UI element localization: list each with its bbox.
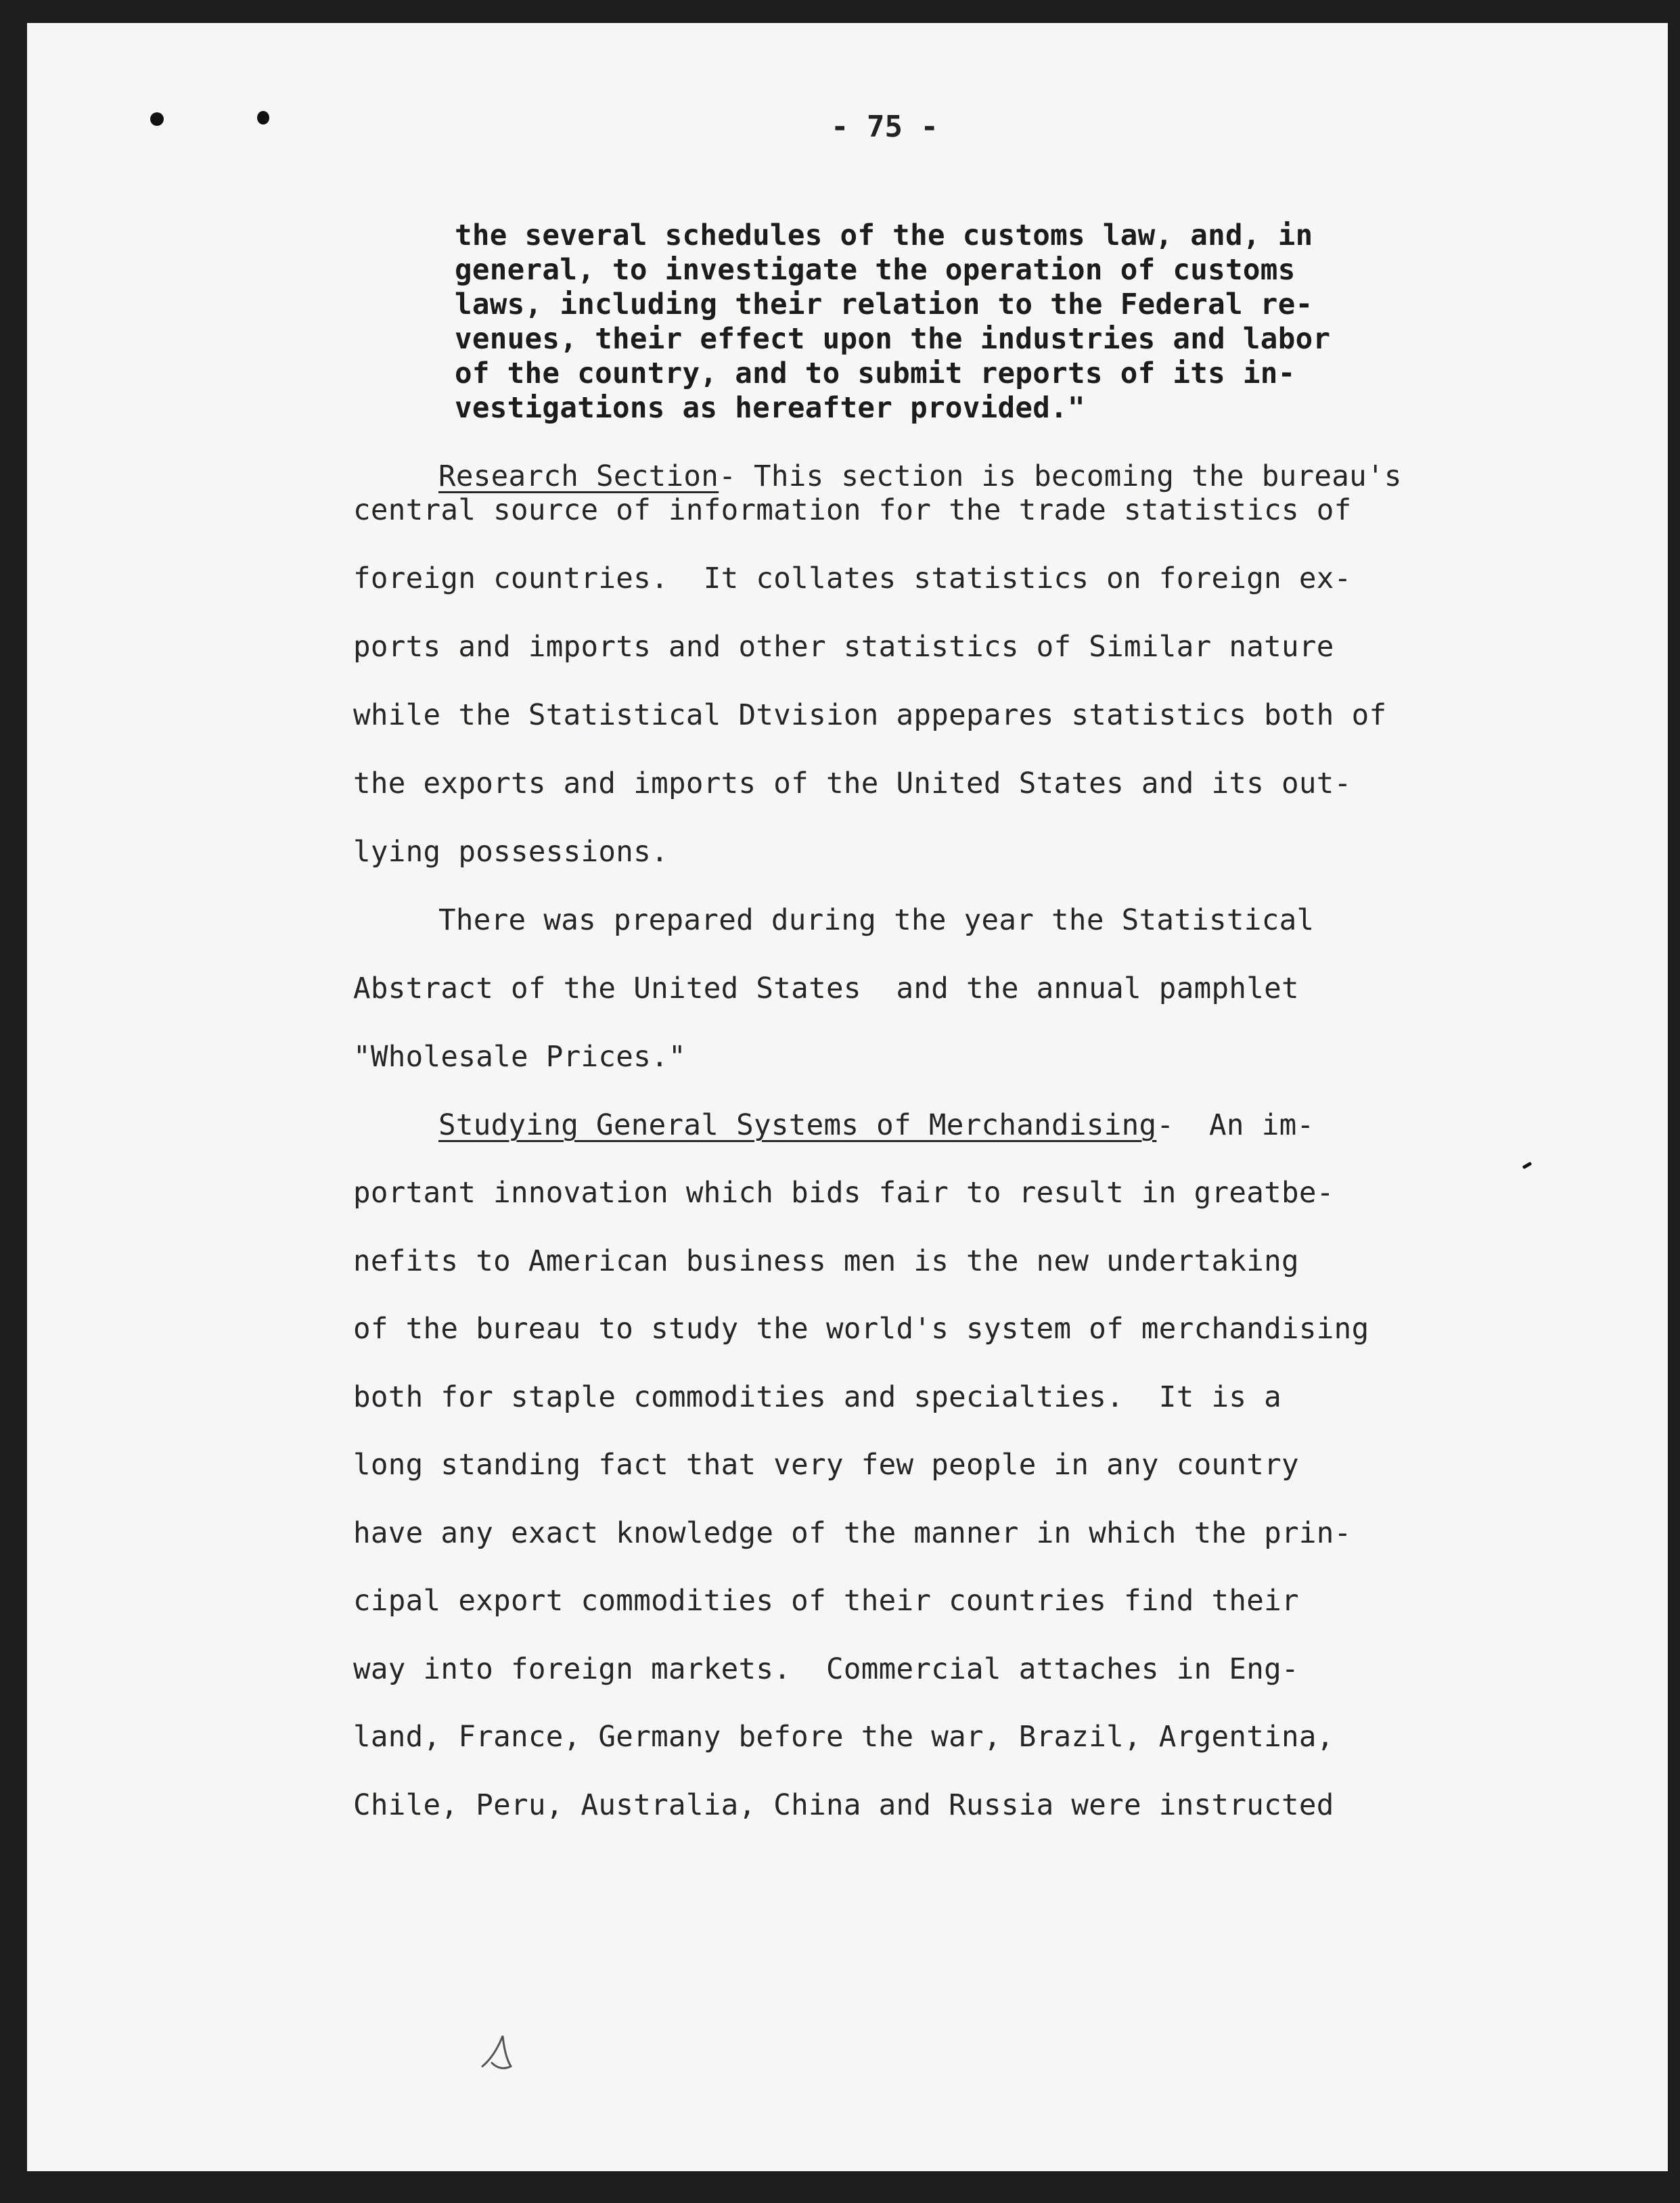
quote-line: vestigations as hereafter provided." [455, 392, 1085, 425]
paragraph-line: There was prepared during the year the Statistical [438, 904, 1315, 937]
quote-line: venues, their effect upon the industries and labor [455, 323, 1331, 356]
paragraph-first-line [438, 460, 1402, 494]
quote-line: of the country, and to submit reports of its in- [455, 357, 1296, 390]
heading-continuation: - An im- [1156, 1109, 1315, 1142]
punch-hole-mark [150, 112, 164, 126]
paragraph-first-line [438, 1109, 1314, 1143]
section-heading: Studying General Systems of Merchandising [438, 1109, 1157, 1142]
paragraph-line: of the bureau to study the world's system of merchandising [353, 1313, 1369, 1346]
paragraph-line: central source of information for the trade statistics of [353, 494, 1352, 527]
paragraph-line: "Wholesale Prices." [353, 1041, 686, 1074]
section-heading: Research Section [438, 460, 719, 493]
document-page [27, 23, 1668, 2171]
paragraph-line: portant innovation which bids fair to result in greatbe- [353, 1177, 1334, 1210]
page-number: - 75 - [831, 110, 938, 144]
quote-line: laws, including their relation to the Federal re- [455, 288, 1313, 321]
paragraph-line: land, France, Germany before the war, Brazil, Argentina, [353, 1721, 1334, 1754]
paragraph-line: cipal export commodities of their countries find their [353, 1585, 1299, 1618]
paragraph-line: foreign countries. It collates statistics on foreign ex- [353, 562, 1352, 595]
paragraph-line: Abstract of the United States and the annual pamphlet [353, 972, 1299, 1005]
quote-line: the several schedules of the customs law, and, in [455, 219, 1313, 252]
paragraph-line: long standing fact that very few people in any country [353, 1449, 1299, 1482]
paragraph-line: way into foreign markets. Commercial attaches in Eng- [353, 1653, 1299, 1686]
heading-continuation: - This section is becoming the bureau's [719, 460, 1402, 493]
paragraph-line: ports and imports and other statistics of Similar nature [353, 631, 1334, 664]
paragraph-line: Chile, Peru, Australia, China and Russia were instructed [353, 1789, 1334, 1822]
paragraph-line: nefits to American business men is the new undertaking [353, 1245, 1299, 1278]
paragraph-line: the exports and imports of the United States and its out- [353, 767, 1352, 800]
paragraph-line: both for staple commodities and specialties. It is a [353, 1381, 1282, 1414]
paragraph-line: have any exact knowledge of the manner in which the prin- [353, 1517, 1352, 1550]
paragraph-line: while the Statistical Dtvision appepares statistics both of [353, 699, 1387, 732]
punch-hole-mark [257, 111, 269, 124]
pencil-mark-icon [477, 2029, 524, 2076]
paragraph-line: lying possessions. [353, 836, 668, 869]
quote-line: general, to investigate the operation of customs [455, 254, 1296, 287]
speck [1522, 1162, 1533, 1169]
